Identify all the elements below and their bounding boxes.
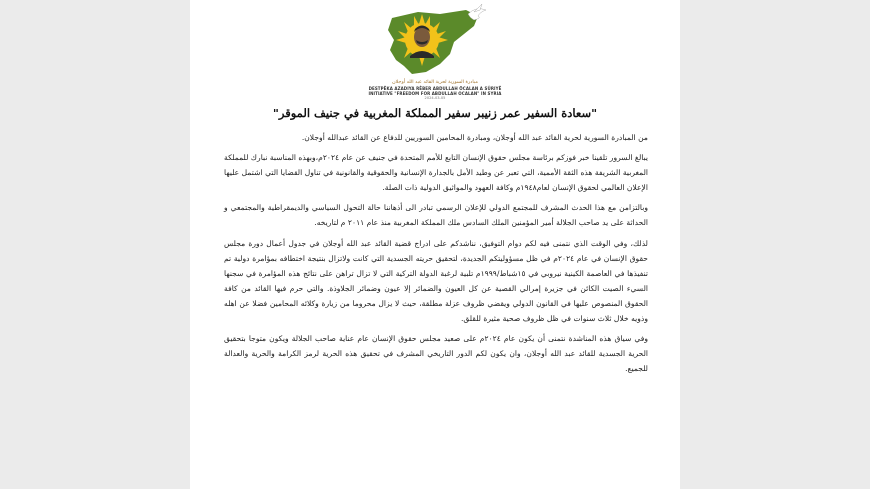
- org-arabic-name: مبادرة السورية لحرية القائد عبد الله أوجلان: [392, 80, 478, 85]
- initiative-logo: [370, 4, 500, 78]
- org-date: 2024-03-05: [424, 96, 446, 101]
- dove-icon: [468, 4, 486, 20]
- paragraph-2: يبالغ السرور تلقينا خبر فوزكم برئاسة مجلس حقوق الإنسان التابع للأمم المتحدة في جنيف عن عام ٢٠٢٤م،وبهذه المناسبة نبارك للمملكة المغربية الشريفة هذه الثقة الأممية، التي تعبر عن وطيد الأمل بالجدارة الإنسانية والحقوقية والقانونية في تناول القضايا التي اشتمل عليها الإعلان العالمي لحقوق الإنسان لعام١٩٤٨م وكافة العهود والمواثيق الدولية ذات الصلة.: [224, 153, 648, 193]
- paragraph-4: لذلك، وفي الوقت الذي نتمنى فيه لكم دوام التوفيق، نناشدكم على ادراج قضية القائد عبد الله أوجلان في جدول أعمال دورة مجلس حقوق الإنسان في عام ٢٠٢٤م في ظل مسؤوليتكم الجديدة، لتحقيق حريته الجسدية التي كانت ولاتزال بنتيجة اختطافه بمؤامرة دولية تم تنفيذها في العاصمة الكينية نيروبي في ١٥شباط/١٩٩٩م تلبية لرغبة الدولة التركية التي لا تزال تراهن على نتائج هذه المؤامرة في سجنها السيء الصيت الكائن في جزيرة إمرالي القصية عن كل العيون والضمائر إلا عيون وضمائر الجلاوذة. والتي حرم فيها القائد من كافة الحقوق المنصوص عليها في القانون الدولي ويقضي ظروف عزلة مطلقة، حيث لا يزال محروما من زيارة وكلائه المحامين فضلا عن اهله وذويه خلال ثلاث سنوات في ظل ظروف صحية مثيرة للقلق.: [224, 238, 648, 324]
- paragraph-3: وبالتزامن مع هذا الحدث المشرف للمجتمع الدولي للإعلان الرسمي تبادر الى أذهاننا حالة التحول السياسي والديمقراطية والمجتمعي و الحداثة على يد صاحب الجلالة أمير المؤمنين الملك السادس ملك المملكة المغربية منذ عام ٢٠١١ م لتاريخه.: [224, 203, 648, 228]
- letter-body: [224, 130, 648, 381]
- document-page: [190, 0, 680, 489]
- org-english-name: INITIATIVE "FREEDOM FOR ABDULLAH OCALAN" IN SYRIA: [368, 91, 502, 97]
- paragraph-1: من المبادرة السورية لحرية القائد عبد الله أوجلان، ومبادرة المحامين السوريين للدفاع عن القائد عبدالله أوجلان.: [301, 133, 648, 142]
- paragraph-5: وفي سياق هذه المناشدة نتمنى أن يكون عام ٢٠٢٤م على صعيد مجلس حقوق الإنسان عام عناية صاحب الجلالة ويكون متوجا بتحقيق الحرية الجسدية للقائد عبد الله أوجلان، وان يكون لكم الدور التاريخي المشرف في تحقيق هذه الحرية لرمز الكرامة والحرية والعدالة للجميع.: [224, 334, 648, 374]
- organization-caption: [340, 80, 530, 101]
- letter-title: "سعادة السفير عمر زنيبر سفير المملكة المغربية في جنيف الموقر": [272, 106, 598, 120]
- org-kurdish-name: DESTPÊKA AZADIYA RÊBER ABDULLAH ÖCALAN A SÛRIYÊ: [368, 86, 502, 91]
